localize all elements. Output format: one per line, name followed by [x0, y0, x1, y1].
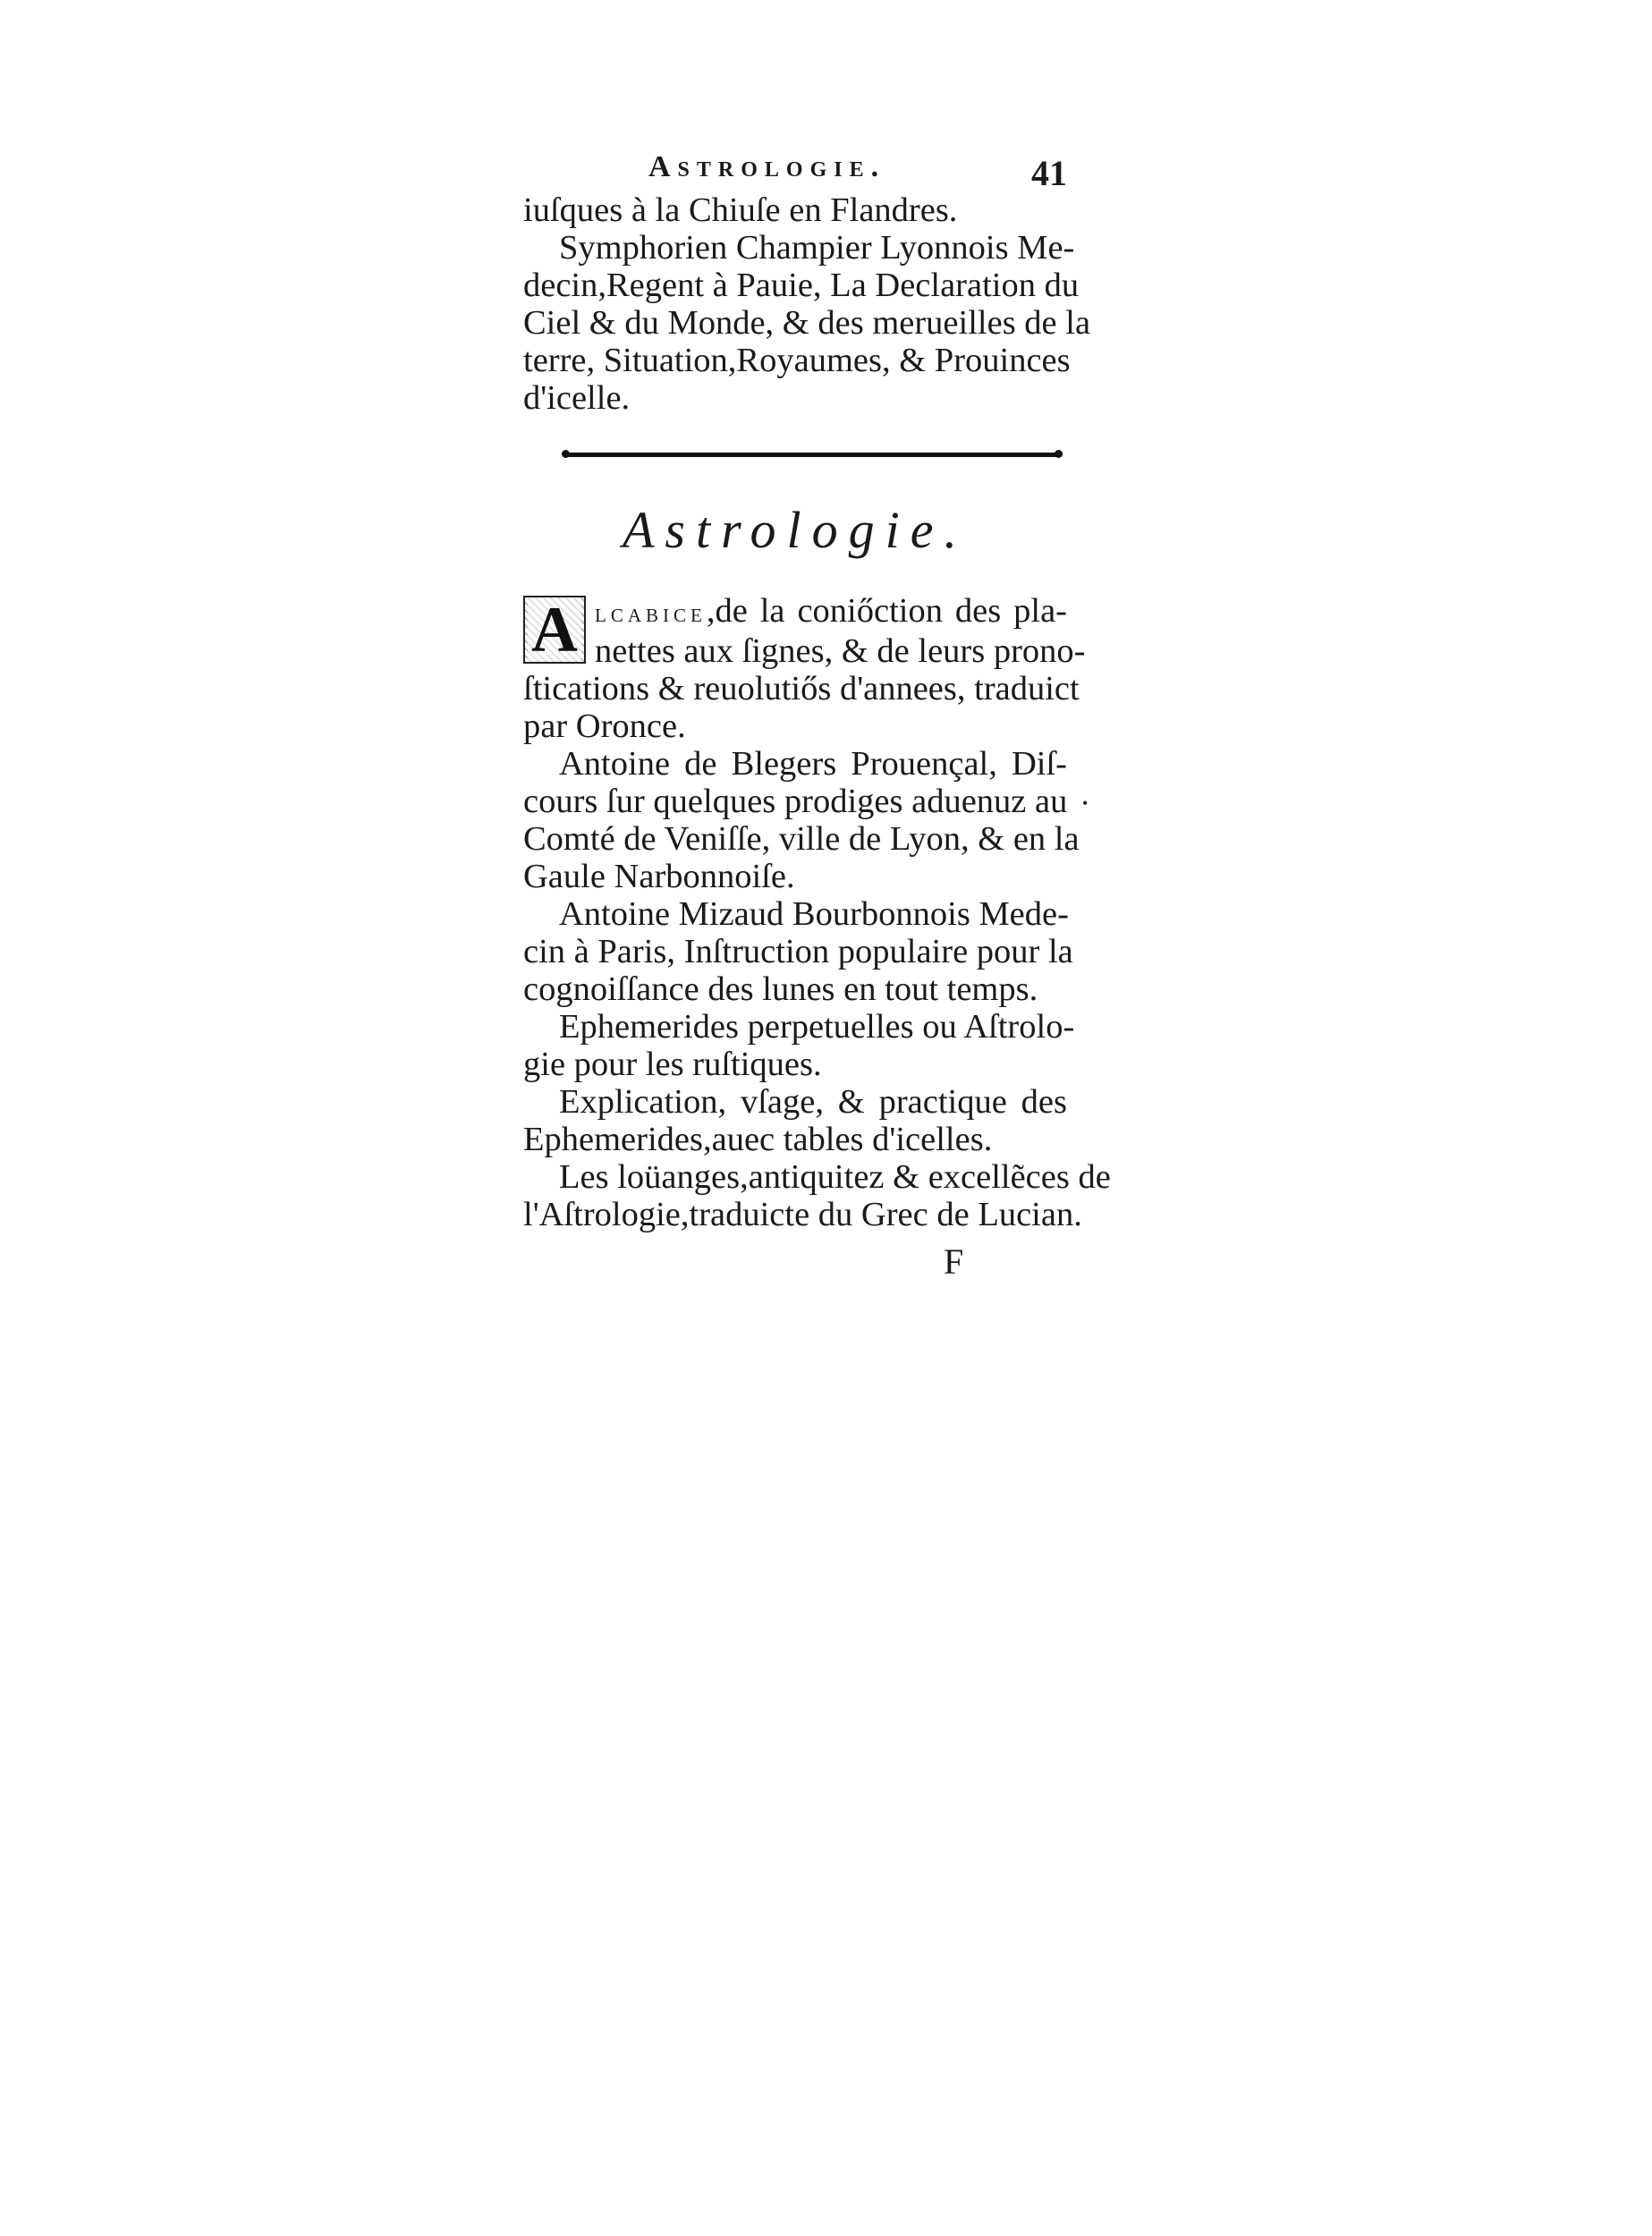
text-line: decin,Regent à Pauie, La Declaration du	[523, 267, 1080, 304]
text-line: cin à Paris, Inſtruction populaire pour la	[523, 933, 1073, 970]
initial-letter: A	[528, 597, 581, 662]
text-line: cours ſur quelques prodiges aduenuz au	[523, 783, 1068, 820]
signature-mark	[523, 1241, 1067, 1280]
text-line: Comté de Veniſſe, ville de Lyon, & en la	[523, 820, 1080, 858]
running-head-title: Astrologie.	[648, 150, 886, 183]
text-line: cognoiſſance des lunes en tout temps.	[523, 970, 1038, 1008]
text-line: terre, Situation,Royaumes, & Prouinces	[523, 342, 1071, 379]
text-line: Les loüanges,antiquitez & excellẽces de	[559, 1158, 1111, 1196]
entry-blegers	[523, 745, 1080, 895]
entry-mizaud	[523, 895, 1073, 1008]
entry-explication	[523, 1083, 1067, 1158]
running-head	[523, 150, 1067, 191]
text-line: l'Aſtrologie,traduicte du Grec de Lucian.	[523, 1196, 1082, 1233]
printer-mark-icon: •	[1082, 794, 1089, 812]
section-divider	[523, 433, 1067, 492]
decorated-initial	[523, 596, 586, 664]
text-line: Antoine de Blegers Prouençal, Diſ-	[559, 745, 1067, 783]
text-line: Gaule Narbonnoiſe.	[523, 858, 795, 895]
continued-entry	[523, 191, 1091, 417]
divider-rule	[566, 453, 1058, 457]
text-line	[523, 592, 1067, 632]
text-line: Ephemerides perpetuelles ou Aſtrolo-	[559, 1008, 1075, 1046]
page-number: 41	[1031, 153, 1067, 193]
text-span: ,de la coniőction des pla-	[706, 592, 1067, 630]
text-line: Symphorien Champier Lyonnois Me-	[559, 229, 1075, 267]
text-line: d'icelle.	[523, 379, 631, 417]
entry-louanges	[523, 1158, 1111, 1233]
text-line: Ciel & du Monde, & des merueilles de la	[523, 304, 1091, 342]
section-heading: Astrologie.	[622, 501, 968, 559]
signature-letter: F	[944, 1241, 964, 1282]
text-line: Antoine Mizaud Bourbonnois Mede-	[559, 895, 1069, 933]
text-column	[523, 150, 1111, 1282]
text-line: Ephemerides,auec tables d'icelles.	[523, 1121, 993, 1158]
text-line: ſtications & reuolutiős d'annees, traduict	[523, 670, 1080, 707]
text-line: gie pour les ruſtiques.	[523, 1046, 822, 1083]
small-caps-word: lcabice	[595, 598, 707, 628]
entry-ephemerides	[523, 1008, 1075, 1083]
text-line: par Oronce.	[523, 707, 686, 745]
text-line: Explication, vſage, & practique des	[559, 1083, 1067, 1121]
entry-alcabice	[523, 592, 1086, 745]
text-line: iuſques à la Chiuſe en Flandres.	[523, 191, 958, 229]
text-line: nettes aux ſignes, & de leurs prono-	[595, 632, 1086, 670]
